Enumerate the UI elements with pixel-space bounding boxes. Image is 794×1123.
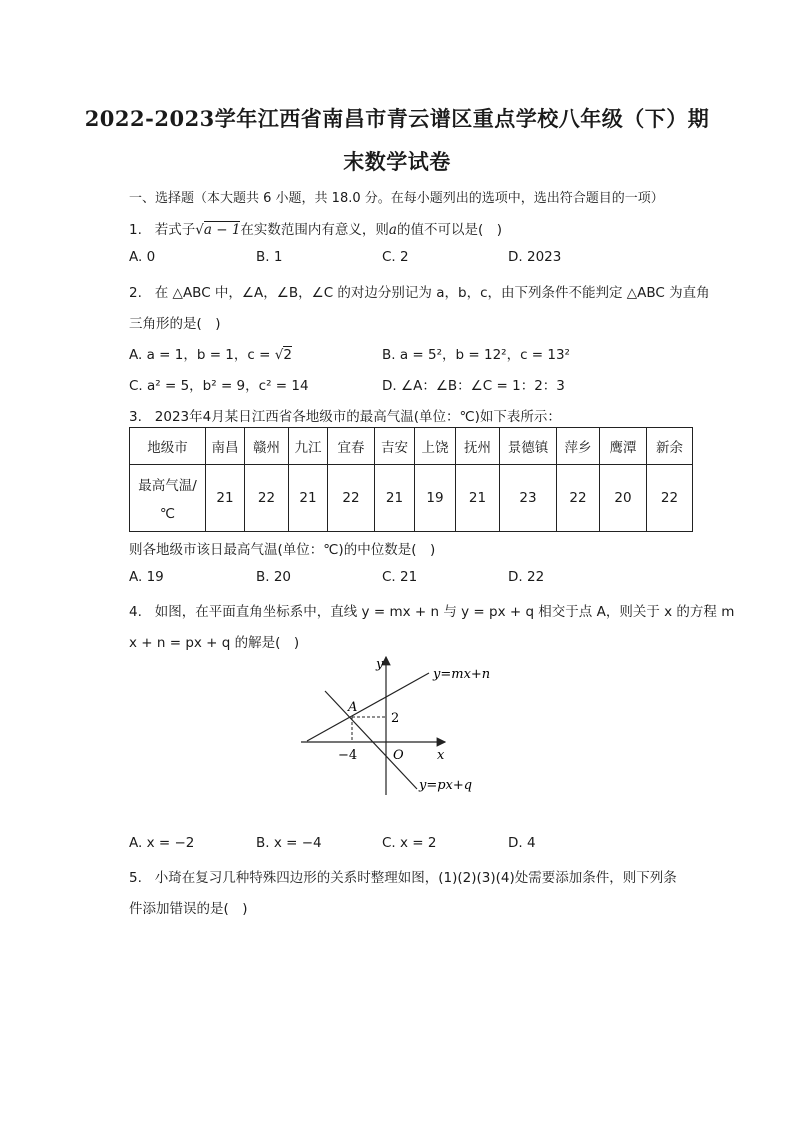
city-cell: 九江 <box>289 428 328 465</box>
q3-option-d[interactable]: D. 22 <box>508 569 545 585</box>
x-axis-label: x <box>437 748 445 763</box>
city-cell: 鹰潭 <box>600 428 647 465</box>
q3-option-c[interactable]: C. 21 <box>382 569 418 585</box>
question-5 <box>129 866 677 886</box>
q2-option-b[interactable]: B. a = 5²，b = 12²，c = 13² <box>382 347 570 363</box>
exam-title-line1: 2022-2023学年江西省南昌市青云谱区重点学校八年级（下）期 <box>84 106 710 131</box>
y-tick-label: 2 <box>391 711 400 726</box>
city-cell: 赣州 <box>245 428 289 465</box>
coordinate-graph <box>297 653 507 798</box>
temp-cell: 22 <box>245 465 289 532</box>
question-3 <box>129 405 561 425</box>
question-4 <box>129 600 734 620</box>
q3-text: 2023年4月某日江西省各地级市的最高气温(单位：℃)如下表所示： <box>154 409 561 425</box>
q3-followup: 则各地级市该日最高气温(单位：℃)的中位数是( ) <box>129 542 436 558</box>
temp-cell: 22 <box>328 465 375 532</box>
q2-option-a[interactable] <box>129 343 292 363</box>
table-header-row <box>130 428 693 465</box>
q3-option-b[interactable]: B. 20 <box>256 569 292 585</box>
q1-text-post: 在实数范围内有意义，则 <box>240 222 389 238</box>
city-cell: 宜春 <box>328 428 375 465</box>
table-temperature-row <box>130 465 693 532</box>
q4-option-b[interactable]: B. x = −4 <box>256 835 322 851</box>
q3-option-a[interactable]: A. 19 <box>129 569 164 585</box>
city-cell: 抚州 <box>456 428 500 465</box>
q4-text-line2: x + n = px + q 的解是( ) <box>129 635 300 651</box>
q1-option-c[interactable]: C. 2 <box>382 249 409 265</box>
city-cell: 萍乡 <box>557 428 600 465</box>
q1-option-a[interactable]: A. 0 <box>129 249 156 265</box>
q1-option-d[interactable]: D. 2023 <box>508 249 562 265</box>
row-label <box>130 465 206 532</box>
sqrt-symbol: √ <box>274 347 284 363</box>
q2-number: 2. <box>129 285 142 301</box>
q5-text-line1: 小琦在复习几种特殊四边形的关系时整理如图，(1)(2)(3)(4)处需要添加条件，则下列条 <box>154 870 677 886</box>
temp-cell: 21 <box>375 465 415 532</box>
line-mx-n <box>307 673 429 741</box>
q2-option-d[interactable]: D. ∠A：∠B：∠C = 1：2：3 <box>382 378 565 394</box>
q2-option-a-text: A. a = 1，b = 1，c = <box>129 347 275 363</box>
q4-option-d[interactable]: D. 4 <box>508 835 536 851</box>
line-px-q-label: y=px+q <box>419 778 473 793</box>
temp-cell: 23 <box>500 465 557 532</box>
sqrt-symbol: √ <box>195 222 204 238</box>
temperature-table <box>129 427 693 532</box>
q2-option-c[interactable]: C. a² = 5，b² = 9，c² = 14 <box>129 378 309 394</box>
point-a-label: A <box>348 700 358 715</box>
question-1 <box>129 218 502 238</box>
city-cell: 新余 <box>647 428 693 465</box>
city-cell: 南昌 <box>206 428 245 465</box>
y-axis-label: y <box>376 657 384 672</box>
q1-text-pre: 若式子 <box>154 222 196 238</box>
city-cell: 上饶 <box>415 428 456 465</box>
x-tick-label: −4 <box>338 748 358 763</box>
temp-cell: 21 <box>206 465 245 532</box>
origin-label: O <box>393 748 404 763</box>
exam-title-line2: 末数学试卷 <box>343 149 451 174</box>
q2-option-a-radicand: 2 <box>283 347 292 363</box>
city-cell: 吉安 <box>375 428 415 465</box>
q4-option-c[interactable]: C. x = 2 <box>382 835 437 851</box>
city-cell: 景德镇 <box>500 428 557 465</box>
line-mx-n-label: y=mx+n <box>433 667 491 682</box>
temp-cell: 22 <box>557 465 600 532</box>
q5-number: 5. <box>129 870 142 886</box>
header-label: 地级市 <box>130 428 206 465</box>
section-heading: 一、选择题（本大题共 6 小题，共 18.0 分。在每小题列出的选项中，选出符合题目的一项） <box>129 191 664 206</box>
q1-option-b[interactable]: B. 1 <box>256 249 283 265</box>
q2-text-line1: 在 △ABC 中，∠A，∠B，∠C 的对边分别记为 a，b，c，由下列条件不能判定 △ABC 为直角 <box>154 285 710 301</box>
q4-number: 4. <box>129 604 142 620</box>
temp-cell: 21 <box>456 465 500 532</box>
q1-radicand: a − 1 <box>203 222 241 238</box>
question-2 <box>129 281 710 301</box>
q4-option-a[interactable]: A. x = −2 <box>129 835 195 851</box>
row-label-line2: ℃ <box>159 506 176 522</box>
temp-cell: 22 <box>647 465 693 532</box>
q5-text-line2: 件添加错误的是( ) <box>129 901 248 917</box>
q1-var: a <box>388 222 397 238</box>
q2-text-line2: 三角形的是( ) <box>129 316 221 332</box>
q1-text-post2: 的值不可以是( ) <box>396 222 503 238</box>
temp-cell: 21 <box>289 465 328 532</box>
q4-text-line1: 如图，在平面直角坐标系中，直线 y = mx + n 与 y = px + q 相交于点 A，则关于 x 的方程 m <box>154 604 735 620</box>
q3-number: 3. <box>129 409 142 425</box>
temp-cell: 19 <box>415 465 456 532</box>
temp-cell: 20 <box>600 465 647 532</box>
row-label-line1: 最高气温/ <box>138 478 197 494</box>
q1-number: 1. <box>129 222 142 238</box>
